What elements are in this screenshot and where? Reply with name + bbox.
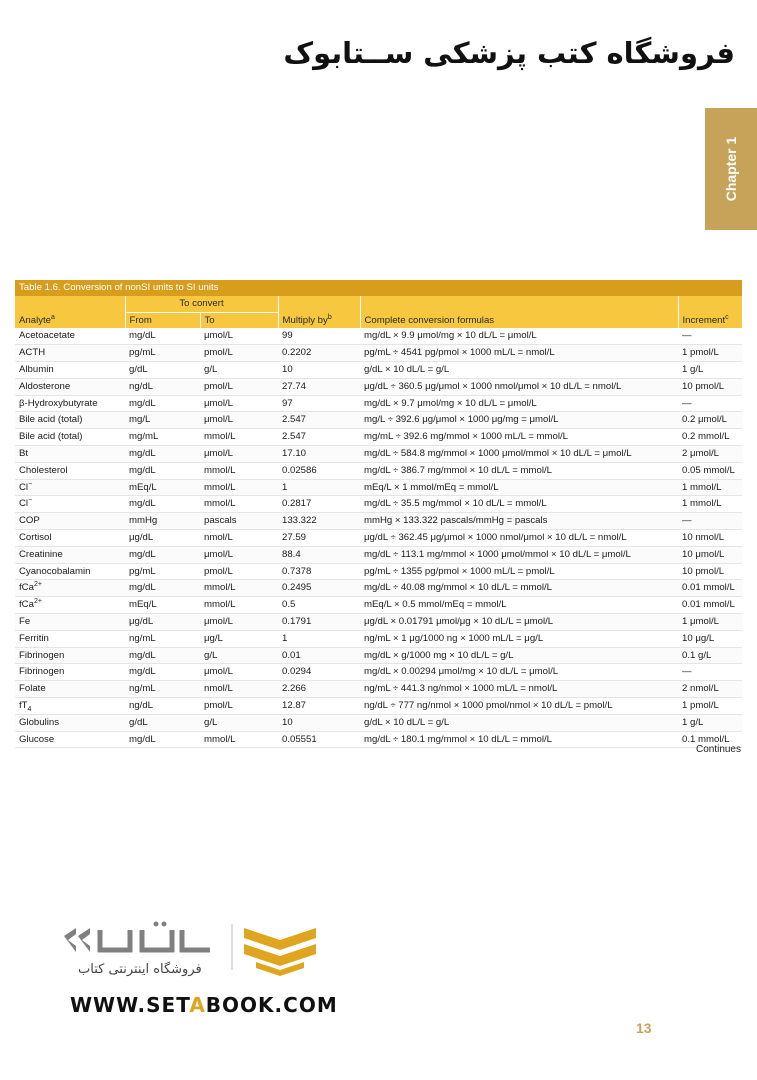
cell-formula: mg/dL ÷ 113.1 mg/mmol × 1000 μmol/mmol × 10 dL/L = μmol/L <box>360 546 678 563</box>
col-header-formula: Complete conversion formulas <box>360 296 678 329</box>
table-row <box>15 361 742 378</box>
cell-multiply: 2.547 <box>278 412 360 429</box>
cell-to: pascals <box>200 513 278 530</box>
cell-from: mg/mL <box>125 429 200 446</box>
cell-increment: 0.1 mmol/L <box>678 731 742 748</box>
cell-to: pmol/L <box>200 697 278 714</box>
cell-increment: 0.2 mmol/L <box>678 429 742 446</box>
table-row <box>15 395 742 412</box>
cell-increment: 10 pmol/L <box>678 563 742 580</box>
cell-from: g/dL <box>125 714 200 731</box>
cell-multiply: 133.322 <box>278 513 360 530</box>
cell-multiply: 0.02586 <box>278 462 360 479</box>
cell-increment: 1 mmol/L <box>678 496 742 513</box>
table-row <box>15 546 742 563</box>
cell-increment: 1 mmol/L <box>678 479 742 496</box>
cell-to: μmol/L <box>200 395 278 412</box>
cell-increment: 0.05 mmol/L <box>678 462 742 479</box>
cell-from: mg/dL <box>125 580 200 597</box>
cell-formula: g/dL × 10 dL/L = g/L <box>360 361 678 378</box>
col-header-increment: Increment$^c$ <box>678 296 742 329</box>
cell-multiply: 0.7378 <box>278 563 360 580</box>
cell-formula: ng/mL × 1 μg/1000 ng × 1000 mL/L = μg/L <box>360 630 678 647</box>
cell-formula: mEq/L × 1 mmol/mEq = mmol/L <box>360 479 678 496</box>
cell-formula: mg/L ÷ 392.6 μg/μmol × 1000 μg/mg = μmol/L <box>360 412 678 429</box>
cell-to: μmol/L <box>200 546 278 563</box>
cell-to: μmol/L <box>200 412 278 429</box>
cell-from: mg/dL <box>125 546 200 563</box>
table-row <box>15 496 742 513</box>
col-header-multiply: Multiply $by^b$ <box>278 296 360 329</box>
table-row <box>15 479 742 496</box>
cell-formula: mg/dL ÷ 40.08 mg/mmol × 10 dL/L = mmol/L <box>360 580 678 597</box>
cell-analyte: Bile acid (total) <box>15 429 125 446</box>
brand-wordmark-icon <box>100 922 210 951</box>
cell-multiply: 1 <box>278 479 360 496</box>
cell-analyte: fCa$^{2+}$ <box>15 597 125 614</box>
cell-to: mmol/L <box>200 731 278 748</box>
cell-from: mg/dL <box>125 647 200 664</box>
cell-analyte: Bile acid (total) <box>15 412 125 429</box>
cell-multiply: 10 <box>278 714 360 731</box>
cell-to: mmol/L <box>200 496 278 513</box>
table-row <box>15 529 742 546</box>
table-row <box>15 580 742 597</box>
cell-multiply: 99 <box>278 328 360 344</box>
cell-to: g/L <box>200 647 278 664</box>
cell-analyte: COP <box>15 513 125 530</box>
cell-to: pmol/L <box>200 378 278 395</box>
cell-analyte: $fT_4$ <box>15 697 125 714</box>
cell-to: mmol/L <box>200 429 278 446</box>
cell-to: nmol/L <box>200 529 278 546</box>
cell-formula: μg/dL × 0.01791 μmol/μg × 10 dL/L = μmol/L <box>360 613 678 630</box>
cell-increment: 0.01 mmol/L <box>678 597 742 614</box>
cell-multiply: 2.266 <box>278 681 360 698</box>
cell-formula: ng/dL ÷ 777 ng/nmol × 1000 pmol/nmol × 10 dL/L = pmol/L <box>360 697 678 714</box>
cell-analyte: Fibrinogen <box>15 647 125 664</box>
cell-from: mg/dL <box>125 731 200 748</box>
cell-multiply: 12.87 <box>278 697 360 714</box>
cell-from: ng/mL <box>125 681 200 698</box>
cell-analyte: Cortisol <box>15 529 125 546</box>
chapter-tab-label: Chapter 1 <box>723 136 739 202</box>
cell-from: mg/dL <box>125 328 200 344</box>
cell-to: pmol/L <box>200 563 278 580</box>
book-chevron-icon <box>244 928 316 976</box>
cell-increment: 10 μg/L <box>678 630 742 647</box>
table-row <box>15 664 742 681</box>
table-row <box>15 597 742 614</box>
col-group-to-convert: To convert <box>125 296 278 312</box>
cell-from: mEq/L <box>125 597 200 614</box>
cell-analyte: Cl− <box>15 479 125 496</box>
cell-from: pg/mL <box>125 345 200 362</box>
cell-increment: 10 μmol/L <box>678 546 742 563</box>
cell-formula: μg/dL ÷ 362.45 μg/μmol × 1000 nmol/μmol × 10 dL/L = nmol/L <box>360 529 678 546</box>
cell-analyte: Fe <box>15 613 125 630</box>
table-row <box>15 429 742 446</box>
page-number: 13 <box>636 1020 652 1036</box>
cell-multiply: 0.1791 <box>278 613 360 630</box>
cell-increment: 1 g/L <box>678 714 742 731</box>
table-row <box>15 613 742 630</box>
col-header-analyte: Analyte$^a$ <box>15 296 125 329</box>
continues-note: Continues <box>695 744 741 755</box>
cell-formula: mg/dL × 0.00294 μmol/mg × 10 dL/L = μmol/L <box>360 664 678 681</box>
cell-analyte: Ferritin <box>15 630 125 647</box>
cell-increment: 2 nmol/L <box>678 681 742 698</box>
cell-from: ng/dL <box>125 697 200 714</box>
cell-formula: mg/dL × 9.9 μmol/mg × 10 dL/L = μmol/L <box>360 328 678 344</box>
logo-url[interactable]: WWW.SETABOOK.COM <box>70 993 338 1017</box>
cell-increment: 0.01 mmol/L <box>678 580 742 597</box>
cell-from: mg/dL <box>125 445 200 462</box>
chapter-tab <box>705 108 757 230</box>
cell-to: mmol/L <box>200 479 278 496</box>
conversion-table <box>15 280 742 748</box>
cell-from: mg/dL <box>125 496 200 513</box>
cell-multiply: 0.05551 <box>278 731 360 748</box>
cell-multiply: 0.5 <box>278 597 360 614</box>
table-row <box>15 563 742 580</box>
cell-to: μmol/L <box>200 445 278 462</box>
cell-multiply: 27.74 <box>278 378 360 395</box>
cell-increment: 0.2 μmol/L <box>678 412 742 429</box>
cell-multiply: 88.4 <box>278 546 360 563</box>
cell-increment: — <box>678 395 742 412</box>
cell-formula: mEq/L × 0.5 mmol/mEq = mmol/L <box>360 597 678 614</box>
cell-from: mg/dL <box>125 664 200 681</box>
cell-formula: mg/mL ÷ 392.6 mg/mmol × 1000 mL/L = mmol/L <box>360 429 678 446</box>
cell-analyte: fCa$^{2+}$ <box>15 580 125 597</box>
cell-analyte: Albumin <box>15 361 125 378</box>
cell-increment: 1 pmol/L <box>678 697 742 714</box>
cell-from: pg/mL <box>125 563 200 580</box>
cell-increment: 10 nmol/L <box>678 529 742 546</box>
cell-from: μg/dL <box>125 529 200 546</box>
cell-formula: pg/mL ÷ 1355 pg/pmol × 1000 mL/L = pmol/L <box>360 563 678 580</box>
cell-analyte: Cholesterol <box>15 462 125 479</box>
cell-to: mmol/L <box>200 580 278 597</box>
cell-multiply: 1 <box>278 630 360 647</box>
col-header-from: From <box>125 312 200 328</box>
cell-multiply: 2.547 <box>278 429 360 446</box>
table-row <box>15 681 742 698</box>
cell-increment: 1 pmol/L <box>678 345 742 362</box>
cell-multiply: 17.10 <box>278 445 360 462</box>
cell-formula: μg/dL ÷ 360.5 μg/μmol × 1000 nmol/μmol × 10 dL/L = nmol/L <box>360 378 678 395</box>
cell-analyte: Glucose <box>15 731 125 748</box>
cell-increment: 1 μmol/L <box>678 613 742 630</box>
table-row <box>15 445 742 462</box>
cell-increment: — <box>678 664 742 681</box>
table-row <box>15 647 742 664</box>
cell-multiply: 97 <box>278 395 360 412</box>
cell-formula: mg/dL × g/1000 mg × 10 dL/L = g/L <box>360 647 678 664</box>
cell-from: mmHg <box>125 513 200 530</box>
cell-analyte: Cyanocobalamin <box>15 563 125 580</box>
table-row <box>15 731 742 748</box>
table-row <box>15 714 742 731</box>
cell-multiply: 0.0294 <box>278 664 360 681</box>
cell-analyte: Folate <box>15 681 125 698</box>
cell-from: mg/L <box>125 412 200 429</box>
cell-multiply: 27.59 <box>278 529 360 546</box>
cell-to: pmol/L <box>200 345 278 362</box>
table-title: Table 1.6. Conversion of nonSI units to SI units <box>15 280 742 296</box>
cell-analyte: Acetoacetate <box>15 328 125 344</box>
table-row <box>15 378 742 395</box>
cell-from: ng/mL <box>125 630 200 647</box>
chevron-arrows-icon <box>64 928 90 952</box>
cell-from: g/dL <box>125 361 200 378</box>
logo-tagline: فروشگاه اینترنتی کتاب <box>78 962 202 977</box>
table-row <box>15 462 742 479</box>
cell-formula: mmHg × 133.322 pascals/mmHg = pascals <box>360 513 678 530</box>
table-row <box>15 513 742 530</box>
cell-increment: — <box>678 513 742 530</box>
cell-analyte: β-Hydroxybutyrate <box>15 395 125 412</box>
cell-to: mmol/L <box>200 597 278 614</box>
table-row <box>15 697 742 714</box>
cell-increment: 2 μmol/L <box>678 445 742 462</box>
cell-analyte: Globulins <box>15 714 125 731</box>
cell-multiply: 0.01 <box>278 647 360 664</box>
col-header-to: To <box>200 312 278 328</box>
cell-analyte: Cl− <box>15 496 125 513</box>
table-row <box>15 328 742 344</box>
cell-increment: 10 pmol/L <box>678 378 742 395</box>
cell-from: mg/dL <box>125 462 200 479</box>
table-row <box>15 630 742 647</box>
page-header-title: فروشگاه کتب پزشکی ســتابوک <box>283 36 735 70</box>
table-row <box>15 412 742 429</box>
cell-formula: mg/dL ÷ 386.7 mg/mmol × 10 dL/L = mmol/L <box>360 462 678 479</box>
cell-multiply: 10 <box>278 361 360 378</box>
cell-from: ng/dL <box>125 378 200 395</box>
cell-formula: mg/dL ÷ 584.8 mg/mmol × 1000 μmol/mmol × 10 dL/L = μmol/L <box>360 445 678 462</box>
cell-to: μg/L <box>200 630 278 647</box>
cell-to: g/L <box>200 714 278 731</box>
cell-from: mEq/L <box>125 479 200 496</box>
cell-to: μmol/L <box>200 664 278 681</box>
cell-analyte: Aldosterone <box>15 378 125 395</box>
cell-analyte: Bt <box>15 445 125 462</box>
cell-multiply: 0.2202 <box>278 345 360 362</box>
cell-formula: ng/mL ÷ 441.3 ng/nmol × 1000 mL/L = nmol/L <box>360 681 678 698</box>
cell-formula: pg/mL ÷ 4541 pg/pmol × 1000 mL/L = nmol/L <box>360 345 678 362</box>
cell-analyte: ACTH <box>15 345 125 362</box>
cell-increment: 0.1 g/L <box>678 647 742 664</box>
cell-from: μg/dL <box>125 613 200 630</box>
cell-formula: mg/dL ÷ 180.1 mg/mmol × 10 dL/L = mmol/L <box>360 731 678 748</box>
cell-analyte: Fibrinogen <box>15 664 125 681</box>
cell-formula: mg/dL × 9.7 μmol/mg × 10 dL/L = μmol/L <box>360 395 678 412</box>
cell-multiply: 0.2495 <box>278 580 360 597</box>
cell-to: nmol/L <box>200 681 278 698</box>
cell-increment: 1 g/L <box>678 361 742 378</box>
cell-analyte: Creatinine <box>15 546 125 563</box>
cell-formula: g/dL × 10 dL/L = g/L <box>360 714 678 731</box>
table-row <box>15 345 742 362</box>
cell-multiply: 0.2817 <box>278 496 360 513</box>
cell-formula: mg/dL ÷ 35.5 mg/mmol × 10 dL/L = mmol/L <box>360 496 678 513</box>
cell-to: μmol/L <box>200 613 278 630</box>
cell-to: g/L <box>200 361 278 378</box>
cell-from: mg/dL <box>125 395 200 412</box>
cell-to: mmol/L <box>200 462 278 479</box>
cell-increment: — <box>678 328 742 344</box>
cell-to: μmol/L <box>200 328 278 344</box>
